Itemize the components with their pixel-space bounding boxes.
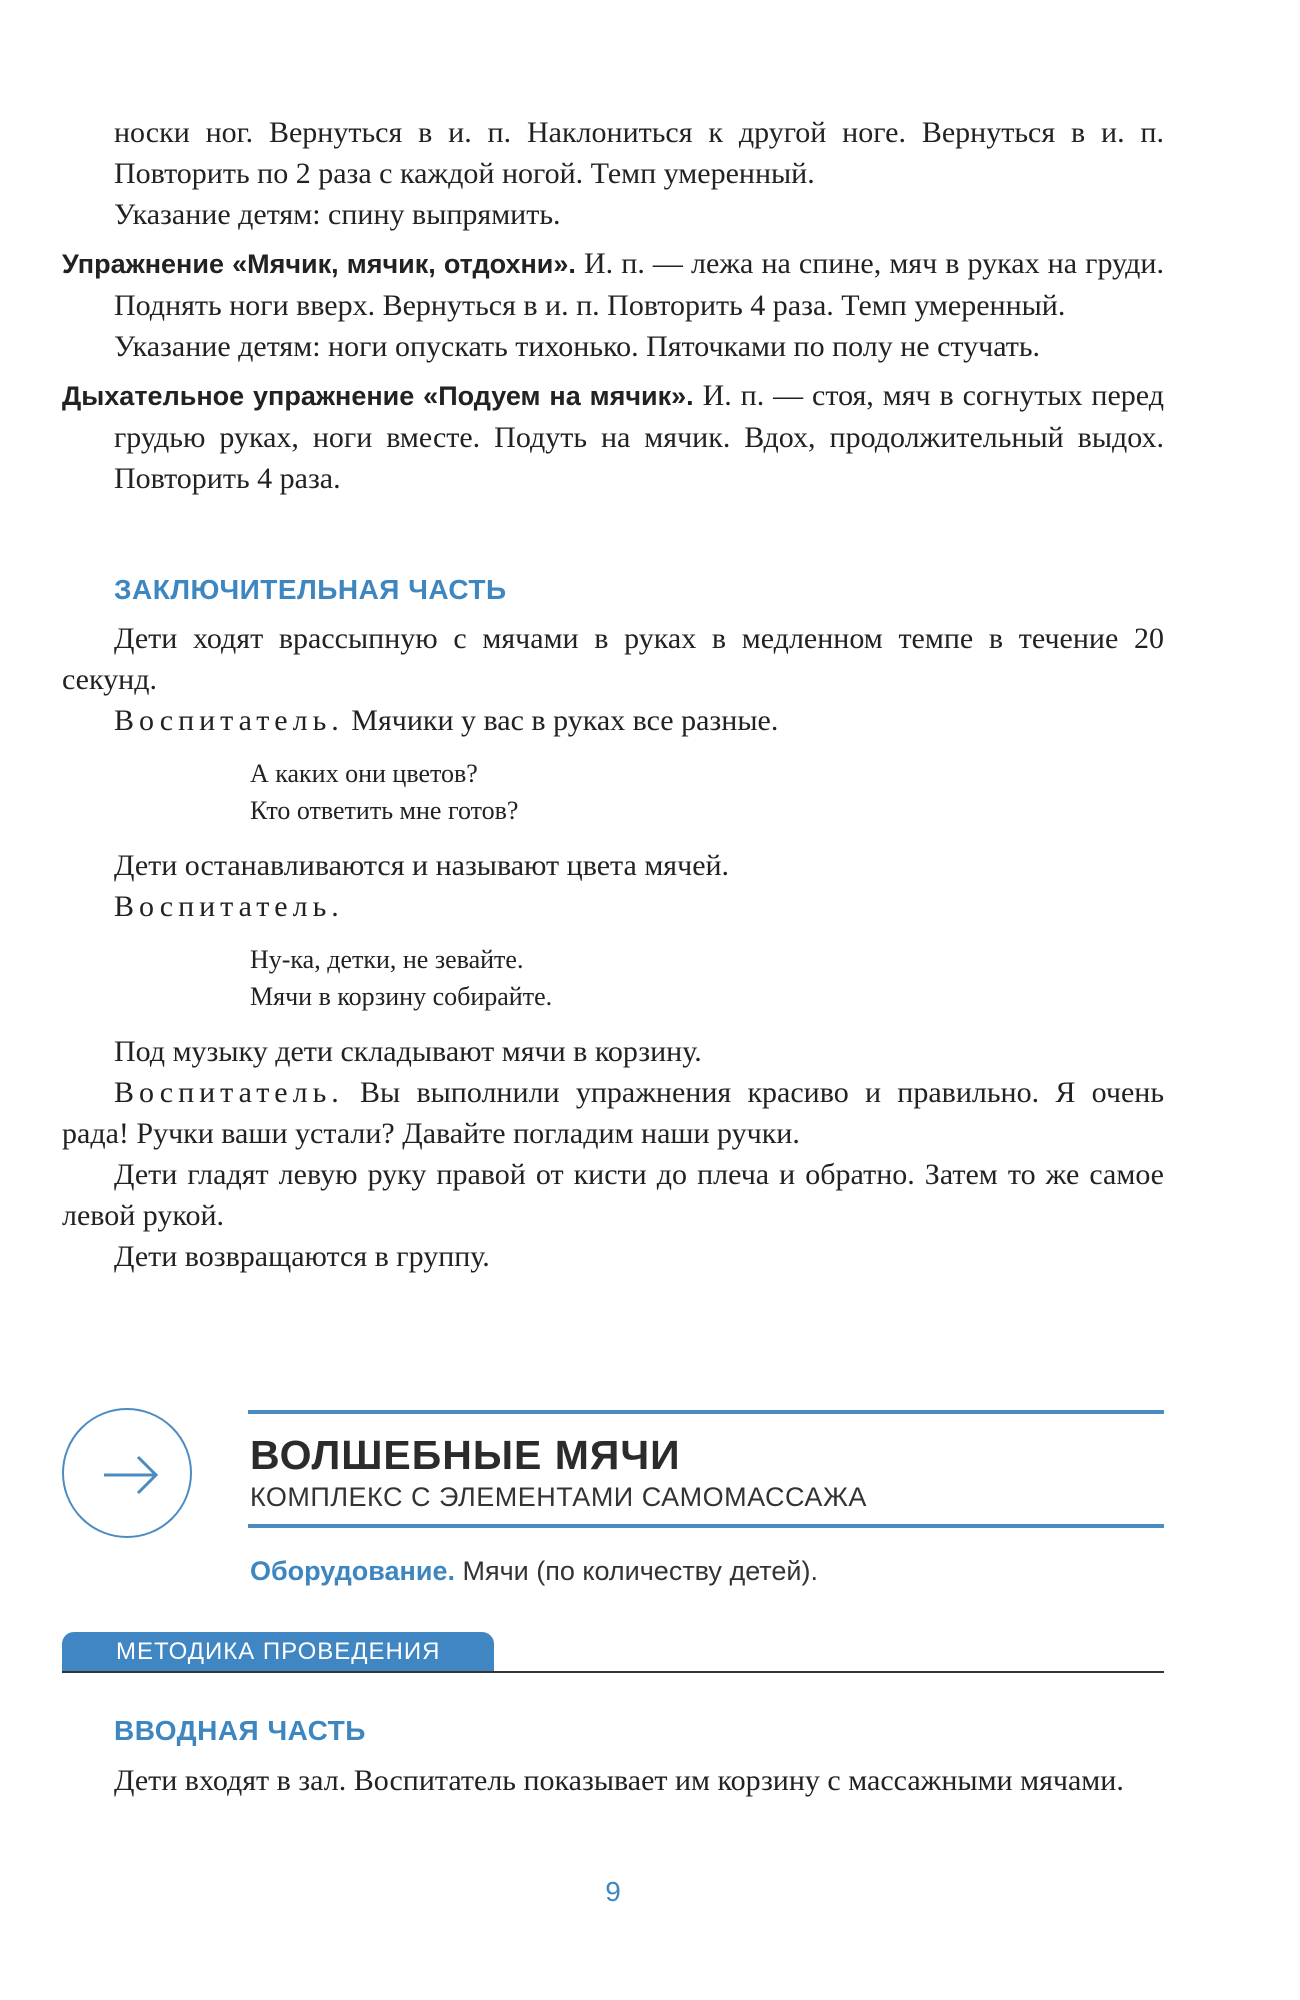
speaker-line (62, 1072, 1164, 1154)
poem (62, 941, 1164, 1015)
paragraph: Дети возвращаются в группу. (114, 1240, 490, 1273)
arrow-circle (62, 1408, 192, 1538)
speaker-name: Воспитатель. (114, 704, 344, 737)
paragraph: Под музыку дети складывают мячи в корзину. (114, 1035, 702, 1068)
section-heading: ЗАКЛЮЧИТЕЛЬНАЯ ЧАСТЬ (114, 574, 507, 605)
speaker-line (62, 700, 1164, 741)
poem-line: А каких они цветов? (250, 759, 478, 788)
book-page (62, 0, 1164, 2000)
poem-line: Мячи в корзину собирайте. (250, 982, 553, 1011)
poem (62, 755, 1164, 829)
equipment-label: Оборудование. (250, 1556, 455, 1586)
paragraph: Указание детям: спину выпрямить. (114, 198, 561, 231)
page-number: 9 (605, 1876, 621, 1907)
paragraph: носки ног. Вернуться в и. п. Наклониться к другой ноге. Вернуться в и. п. Повторить по 2 раза с каждой ногой. Темп умеренный. (114, 116, 1164, 190)
exercise-paragraph (62, 243, 1164, 326)
exercise-text: И. п. — лежа на спине, мяч в руках на груди. Поднять ноги вверх. Вернуться в и. п. Повторить 4 раза. Темп умеренный. (114, 247, 1164, 322)
exercise-label: Дыхательное упражнение «Подуем на мячик». (62, 381, 694, 411)
exercise-paragraph (62, 375, 1164, 499)
final-part-block (62, 618, 1164, 1277)
top-rule (248, 1410, 1164, 1414)
section-title: ВОЛШЕБНЫЕ МЯЧИ (250, 1432, 681, 1478)
section-subtitle: КОМПЛЕКС С ЭЛЕМЕНТАМИ САМОМАССАЖА (250, 1482, 867, 1512)
arrow-right-icon (64, 1410, 194, 1540)
paragraph: Указание детям: ноги опускать тихонько. Пяточками по полу не стучать. (114, 330, 1041, 363)
poem-line: Ну-ка, детки, не зевайте. (250, 945, 524, 974)
poem-line: Кто ответить мне готов? (250, 796, 519, 825)
paragraph: Дети гладят левую руку правой от кисти до плеча и обратно. Затем то же самое левой рукой. (62, 1158, 1164, 1232)
section-heading: ВВОДНАЯ ЧАСТЬ (114, 1715, 366, 1746)
tab-rule (62, 1671, 1164, 1673)
exercise-text: И. п. — стоя, мяч в согнутых перед грудью руках, ноги вместе. Подуть на мячик. Вдох, продолжительный выдох. Повторить 4 раза. (114, 379, 1164, 495)
methodology-tab: МЕТОДИКА ПРОВЕДЕНИЯ (62, 1632, 494, 1672)
paragraph: Дети входят в зал. Воспитатель показывает им корзину с массажными мячами. (114, 1764, 1124, 1797)
paragraph: Дети ходят врассыпную с мячами в руках в медленном темпе в течение 20 секунд. (62, 622, 1164, 696)
top-text-block (62, 112, 1164, 499)
exercise-label: Упражнение «Мячик, мячик, отдохни». (62, 249, 576, 279)
equipment-line (250, 1556, 818, 1587)
speaker-text: Вы выполнили упражнения красиво и правильно. Я очень рада! Ручки ваши устали? Давайте погладим наши ручки. (62, 1076, 1164, 1150)
speaker-text: Мячики у вас в руках все разные. (343, 704, 779, 737)
speaker-name: Воспитатель. (114, 890, 344, 923)
speaker-name: Воспитатель. (114, 1076, 344, 1109)
speaker-line (62, 886, 1164, 927)
bottom-rule (248, 1524, 1164, 1528)
equipment-text: Мячи (по количеству детей). (454, 1556, 818, 1586)
paragraph: Дети останавливаются и называют цвета мячей. (114, 849, 730, 882)
